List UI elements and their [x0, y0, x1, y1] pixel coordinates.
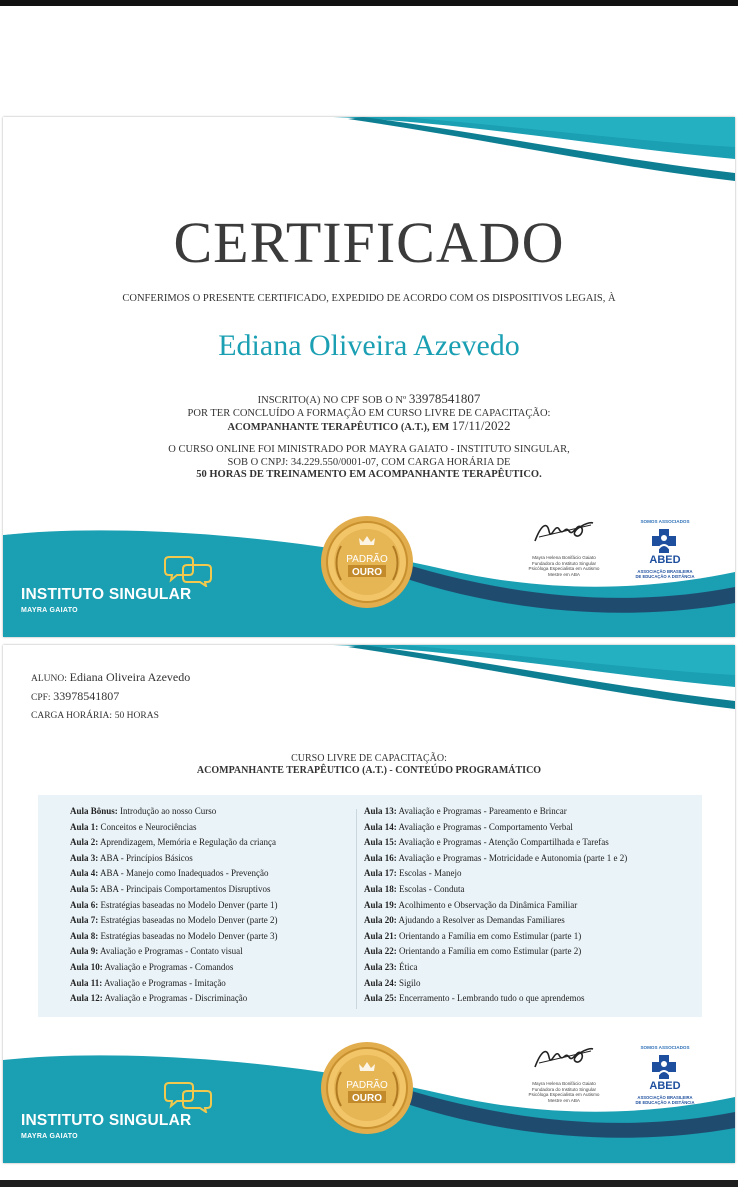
lesson-text: Conceitos e Neurociências — [100, 821, 197, 832]
lesson-text: Orientando a Família em como Estimular (parte 1) — [399, 930, 582, 941]
lesson-item — [70, 913, 277, 929]
lesson-item — [364, 898, 627, 914]
lesson-label: Aula 19: — [364, 899, 397, 910]
course-type: CURSO LIVRE DE CAPACITAÇÃO: — [291, 753, 447, 764]
lesson-item — [70, 991, 277, 1007]
lesson-label: Aula 1: — [70, 821, 99, 832]
lesson-item — [70, 929, 277, 945]
signature-line-3: Psicóloga Especialista em Autismo — [528, 566, 600, 572]
brand-block-back — [21, 1112, 191, 1140]
chat-bubbles-icon — [163, 1079, 215, 1113]
certificate-back — [3, 645, 735, 1163]
lesson-text: Avaliação e Programas - Comandos — [104, 961, 234, 972]
cpf-prefix: INSCRITO(A) NO CPF SOB O Nº — [257, 395, 407, 406]
brand-subtitle: MAYRA GAIATO — [21, 1133, 78, 1140]
abed-name: ABED — [649, 554, 681, 566]
carga-value: 50 HORAS — [114, 711, 159, 721]
lesson-label: Aula 2: — [70, 837, 99, 848]
lesson-text: Avaliação e Programas - Discriminação — [104, 993, 248, 1004]
course-heading — [3, 753, 735, 777]
abed-associates-label: SOMOS ASSOCIADOS — [640, 519, 690, 524]
course-name: ACOMPANHANTE TERAPÊUTICO (A.T.), EM — [227, 422, 450, 433]
lesson-text: Encerramento - Lembrando tudo o que aprendemos — [399, 993, 585, 1004]
lesson-text: Estratégias baseadas no Modelo Denver (parte 1) — [100, 899, 278, 910]
lesson-item — [364, 913, 627, 929]
lessons-right-column — [364, 804, 627, 1007]
signature-line-1: Mayra Helena Bonifácio Gaiato — [532, 555, 596, 560]
abed-name: ABED — [649, 1080, 681, 1092]
lesson-item — [364, 976, 627, 992]
brand-subtitle: MAYRA GAIATO — [21, 607, 78, 614]
signature-line-1: Mayra Helena Bonifácio Gaiato — [532, 1081, 596, 1086]
cpf-value: 33978541807 — [53, 689, 120, 703]
gold-seal-icon — [319, 514, 415, 610]
lesson-label: Aula 18: — [364, 883, 397, 894]
signature-line-4: Mestre em ABA — [548, 571, 580, 577]
aluno-value: Ediana Oliveira Azevedo — [69, 670, 191, 684]
lesson-text: Avaliação e Programas - Comportamento Verbal — [398, 821, 573, 832]
lesson-text: Estratégias baseadas no Modelo Denver (parte 3) — [100, 930, 278, 941]
certificate-front — [3, 117, 735, 637]
lesson-label: Aula 3: — [70, 852, 99, 863]
lesson-text: Avaliação e Programas - Contato visual — [100, 946, 243, 957]
lesson-label: Aula 14: — [364, 821, 397, 832]
course-program: ACOMPANHANTE TERAPÊUTICO (A.T.) - CONTEÚDO PROGRAMÁTICO — [196, 765, 542, 776]
column-divider — [356, 809, 357, 1009]
ministered-line-1: O CURSO ONLINE FOI MINISTRADO POR MAYRA GAIATO - INSTITUTO SINGULAR, — [168, 444, 570, 455]
top-status-bar — [0, 0, 738, 6]
lesson-item — [70, 976, 277, 992]
signature-line-3: Psicóloga Especialista em Autismo — [528, 1092, 600, 1098]
concluded-line: POR TER CONCLUÍDO A FORMAÇÃO EM CURSO LIVRE DE CAPACITAÇÃO: — [187, 407, 551, 419]
cpf-number: 33978541807 — [408, 391, 481, 406]
lesson-label: Aula 13: — [364, 806, 397, 816]
lesson-item — [364, 991, 627, 1007]
lesson-item — [70, 960, 277, 976]
lesson-item — [364, 835, 627, 851]
abed-logo-icon — [649, 527, 679, 555]
chat-bubbles-icon — [163, 553, 215, 587]
brand-name: INSTITUTO SINGULAR — [21, 1112, 192, 1129]
lesson-item — [70, 898, 277, 914]
lesson-item — [70, 835, 277, 851]
lesson-text: Introdução ao nosso Curso — [120, 806, 217, 816]
cpf-label: CPF: — [31, 693, 51, 703]
certificate-title: CERTIFICADO — [173, 210, 565, 275]
lesson-label: Aula 25: — [364, 993, 397, 1004]
lesson-text: Aprendizagem, Memória e Regulação da criança — [100, 837, 276, 848]
seal-line-1: PADRÃO — [346, 554, 388, 565]
brand-block — [21, 586, 191, 614]
abed-associates-label: SOMOS ASSOCIADOS — [640, 1045, 690, 1050]
lesson-label: Aula 11: — [70, 977, 103, 988]
lesson-label: Aula 15: — [364, 837, 397, 848]
lesson-label: Aula 21: — [364, 930, 397, 941]
lesson-item — [364, 944, 627, 960]
signature-caption-back — [509, 1081, 619, 1103]
abed-description — [625, 569, 705, 579]
lesson-text: Ajudando a Resolver as Demandas Familiares — [398, 915, 565, 926]
lesson-text: Avaliação e Programas - Motricidade e Autonomia (parte 1 e 2) — [398, 852, 628, 863]
seal-line-2-back: OURO — [352, 1093, 382, 1104]
lesson-text: Avaliação e Programas - Imitação — [104, 977, 226, 988]
signature-line-4: Mestre em ABA — [548, 1097, 580, 1103]
carga-label: CARGA HORÁRIA: — [31, 711, 113, 721]
gold-seal-icon — [319, 1040, 415, 1136]
lesson-item — [70, 804, 277, 820]
lesson-label: Aula 7: — [70, 915, 99, 926]
lesson-label: Aula 16: — [364, 852, 397, 863]
lesson-item — [70, 882, 277, 898]
lesson-label: Aula 23: — [364, 961, 397, 972]
confirm-text: CONFERIMOS O PRESENTE CERTIFICADO, EXPEDIDO DE ACORDO COM OS DISPOSITIVOS LEGAIS, À — [122, 293, 616, 304]
lesson-item — [364, 882, 627, 898]
lesson-item — [70, 866, 277, 882]
aluno-label: ALUNO: — [31, 674, 67, 684]
lessons-panel — [38, 795, 702, 1017]
certificate-details — [3, 393, 735, 435]
lesson-item — [364, 820, 627, 836]
lesson-item — [70, 820, 277, 836]
lesson-label: Aula 8: — [70, 930, 99, 941]
lesson-text: Sigilo — [399, 977, 421, 988]
signature-icon — [531, 515, 597, 549]
lesson-item — [364, 804, 627, 820]
signature-icon — [531, 1041, 597, 1075]
signature-line-2: Fundadora do Instituto Singular — [531, 1086, 597, 1092]
lesson-text: Avaliação e Programas - Pareamento e Brincar — [398, 806, 567, 816]
lesson-label: Aula 17: — [364, 868, 397, 879]
abed-desc-line-2: DE EDUCAÇÃO A DISTÂNCIA — [635, 574, 695, 579]
lesson-text: Estratégias baseadas no Modelo Denver (parte 2) — [100, 915, 278, 926]
signature-caption — [509, 555, 619, 577]
bottom-bar — [0, 1180, 738, 1187]
student-name: Ediana Oliveira Azevedo — [218, 329, 520, 362]
lesson-label: Aula Bônus: — [70, 806, 118, 816]
lesson-item — [70, 944, 277, 960]
lesson-text: ABA - Principais Comportamentos Disruptivos — [100, 883, 271, 894]
ministered-details — [3, 444, 735, 482]
lesson-label: Aula 22: — [364, 946, 397, 957]
lesson-text: Escolas - Manejo — [399, 868, 462, 879]
seal-line-1-back: PADRÃO — [346, 1080, 388, 1091]
lesson-label: Aula 12: — [70, 993, 103, 1004]
abed-description — [625, 1095, 705, 1105]
lesson-text: Avaliação e Programas - Atenção Compartilhada e Tarefas — [398, 837, 609, 848]
student-info — [31, 669, 190, 725]
lesson-item — [364, 866, 627, 882]
lesson-text: Ética — [399, 961, 418, 972]
abed-desc-line-1: ASSOCIAÇÃO BRASILEIRA — [637, 569, 693, 574]
completion-date: 17/11/2022 — [451, 418, 511, 433]
lesson-label: Aula 5: — [70, 883, 99, 894]
lesson-label: Aula 6: — [70, 899, 99, 910]
lesson-label: Aula 9: — [70, 946, 99, 957]
lesson-item — [364, 960, 627, 976]
lesson-text: ABA - Manejo como Inadequados - Prevenção — [100, 868, 269, 879]
lesson-label: Aula 4: — [70, 868, 99, 879]
abed-desc-line-2: DE EDUCAÇÃO A DISTÂNCIA — [635, 1100, 695, 1105]
brand-name: INSTITUTO SINGULAR — [21, 586, 192, 603]
lessons-left-column — [70, 804, 277, 1007]
hours-line: 50 HORAS DE TREINAMENTO EM ACOMPANHANTE TERAPÊUTICO. — [196, 469, 542, 480]
abed-logo-icon — [649, 1053, 679, 1081]
lesson-item — [364, 929, 627, 945]
lesson-label: Aula 24: — [364, 977, 397, 988]
lesson-text: Escolas - Conduta — [399, 883, 465, 894]
lesson-item — [70, 851, 277, 867]
lesson-text: Orientando a Família em como Estimular (parte 2) — [399, 946, 582, 957]
seal-line-2: OURO — [352, 567, 382, 578]
lesson-text: Acolhimento e Observação da Dinâmica Familiar — [398, 899, 578, 910]
lesson-label: Aula 10: — [70, 961, 103, 972]
lesson-text: ABA - Princípios Básicos — [100, 852, 193, 863]
signature-line-2: Fundadora do Instituto Singular — [531, 560, 597, 566]
abed-desc-line-1: ASSOCIAÇÃO BRASILEIRA — [637, 1095, 693, 1100]
lesson-item — [364, 851, 627, 867]
lesson-label: Aula 20: — [364, 915, 397, 926]
ministered-line-2: SOB O CNPJ: 34.229.550/0001-07, COM CARGA HORÁRIA DE — [227, 456, 511, 468]
